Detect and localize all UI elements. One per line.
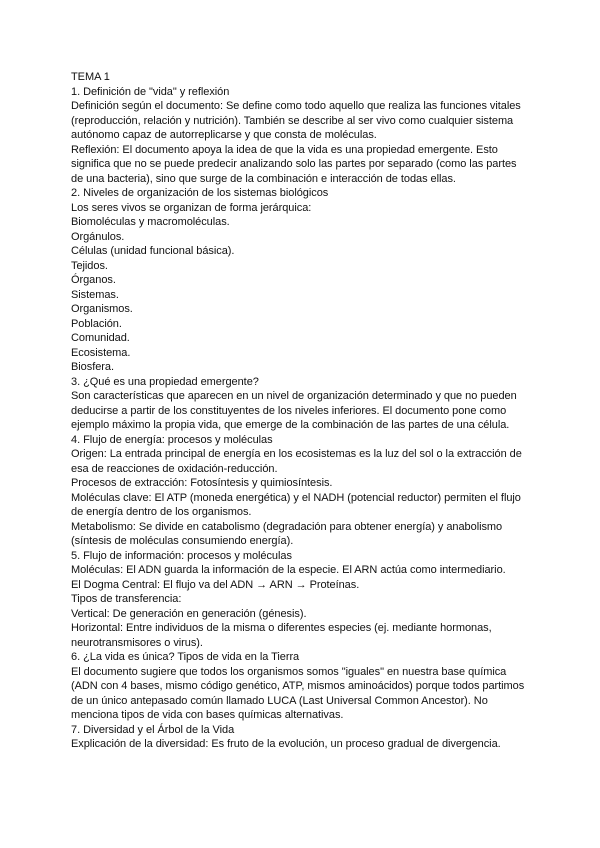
level-item: Comunidad. xyxy=(71,332,130,344)
section-5-heading: 5. Flujo de información: procesos y moléculas xyxy=(71,549,292,562)
section-6-paragraph: El documento sugiere que todos los organismos somos "iguales" en nuestra base química (ADN con 4 bases, mismo código genético, ATP, mismos aminoácidos) porque todos partimos de un único antepasado común llamado LUCA (Last Universal Common Ancestor). No menciona tipos de vida con bases químicas alternativas. xyxy=(71,665,525,721)
section-3-heading: 3. ¿Qué es una propiedad emergente? xyxy=(71,375,259,388)
section-4-processes: Procesos de extracción: Fotosíntesis y quimiosíntesis. xyxy=(71,477,333,489)
section-3-paragraph: Son características que aparecen en un nivel de organización determinado y que no pueden deducirse a partir de los constituyentes de los niveles inferiores. El documento pone como ejemplo máximo la propia vida, que emerge de la combinación de las partes de una célula. xyxy=(71,390,517,431)
section-1-heading: 1. Definición de "vida" y reflexión xyxy=(71,85,230,98)
level-item: Órganos. xyxy=(71,274,116,286)
level-item: Organismos. xyxy=(71,303,133,315)
section-4-metabolism: Metabolismo: Se divide en catabolismo (degradación para obtener energía) y anabolismo (síntesis de moléculas consumiendo energía). xyxy=(71,520,503,547)
level-item: Tejidos. xyxy=(71,259,108,272)
level-item: Biomoléculas y macromoléculas. xyxy=(71,216,230,228)
document-title: TEMA 1 xyxy=(71,71,110,83)
section-5-horizontal: Horizontal: Entre individuos de la misma o diferentes especies (ej. mediante hormonas, neurotransmisores o virus). xyxy=(71,622,492,649)
document-page xyxy=(71,70,531,752)
section-1-definition: Definición según el documento: Se define como todo aquello que realiza las funciones vitales (reproducción, relación y nutrición). También se describe al ser vivo como cualquier sistema autónomo capaz de autorreplicarse y que consta de moléculas. xyxy=(71,100,521,141)
section-5-vertical: Vertical: De generación en generación (génesis). xyxy=(71,607,307,620)
section-7-heading: 7. Diversidad y el Árbol de la Vida xyxy=(71,723,235,736)
section-2-intro: Los seres vivos se organizan de forma jerárquica: xyxy=(71,201,312,214)
section-5-transfer-types: Tipos de transferencia: xyxy=(71,593,182,605)
section-6-heading: 6. ¿La vida es única? Tipos de vida en la Tierra xyxy=(71,651,300,663)
section-5-molecules: Moléculas: El ADN guarda la información de la especie. El ARN actúa como intermediario. xyxy=(71,564,506,576)
section-4-origin: Origen: La entrada principal de energía en los ecosistemas es la luz del sol o la extracción de esa de reacciones de oxidación-reducción. xyxy=(71,448,522,475)
level-item: Células (unidad funcional básica). xyxy=(71,245,235,257)
level-item: Orgánulos. xyxy=(71,230,125,243)
level-item: Ecosistema. xyxy=(71,346,131,359)
level-item: Biosfera. xyxy=(71,361,114,373)
level-item: Sistemas. xyxy=(71,288,119,301)
section-1-reflection: Reflexión: El documento apoya la idea de que la vida es una propiedad emergente. Esto significa que no se puede predecir analizando solo las partes por separado (como las partes de una bacteria), sino que surge de la combinación e interacción de todas ellas. xyxy=(71,143,517,185)
section-4-key-molecules: Moléculas clave: El ATP (moneda energética) y el NADH (potencial reductor) permiten el flujo de energía dentro de los organismos. xyxy=(71,491,521,518)
section-4-heading: 4. Flujo de energía: procesos y moléculas xyxy=(71,433,273,446)
section-2-heading: 2. Niveles de organización de los sistemas biológicos xyxy=(71,187,329,199)
level-item: Población. xyxy=(71,317,122,330)
section-7-paragraph: Explicación de la diversidad: Es fruto de la evolución, un proceso gradual de divergencia. xyxy=(71,738,501,750)
section-5-central-dogma: El Dogma Central: El flujo va del ADN → ARN → Proteínas. xyxy=(71,578,360,591)
